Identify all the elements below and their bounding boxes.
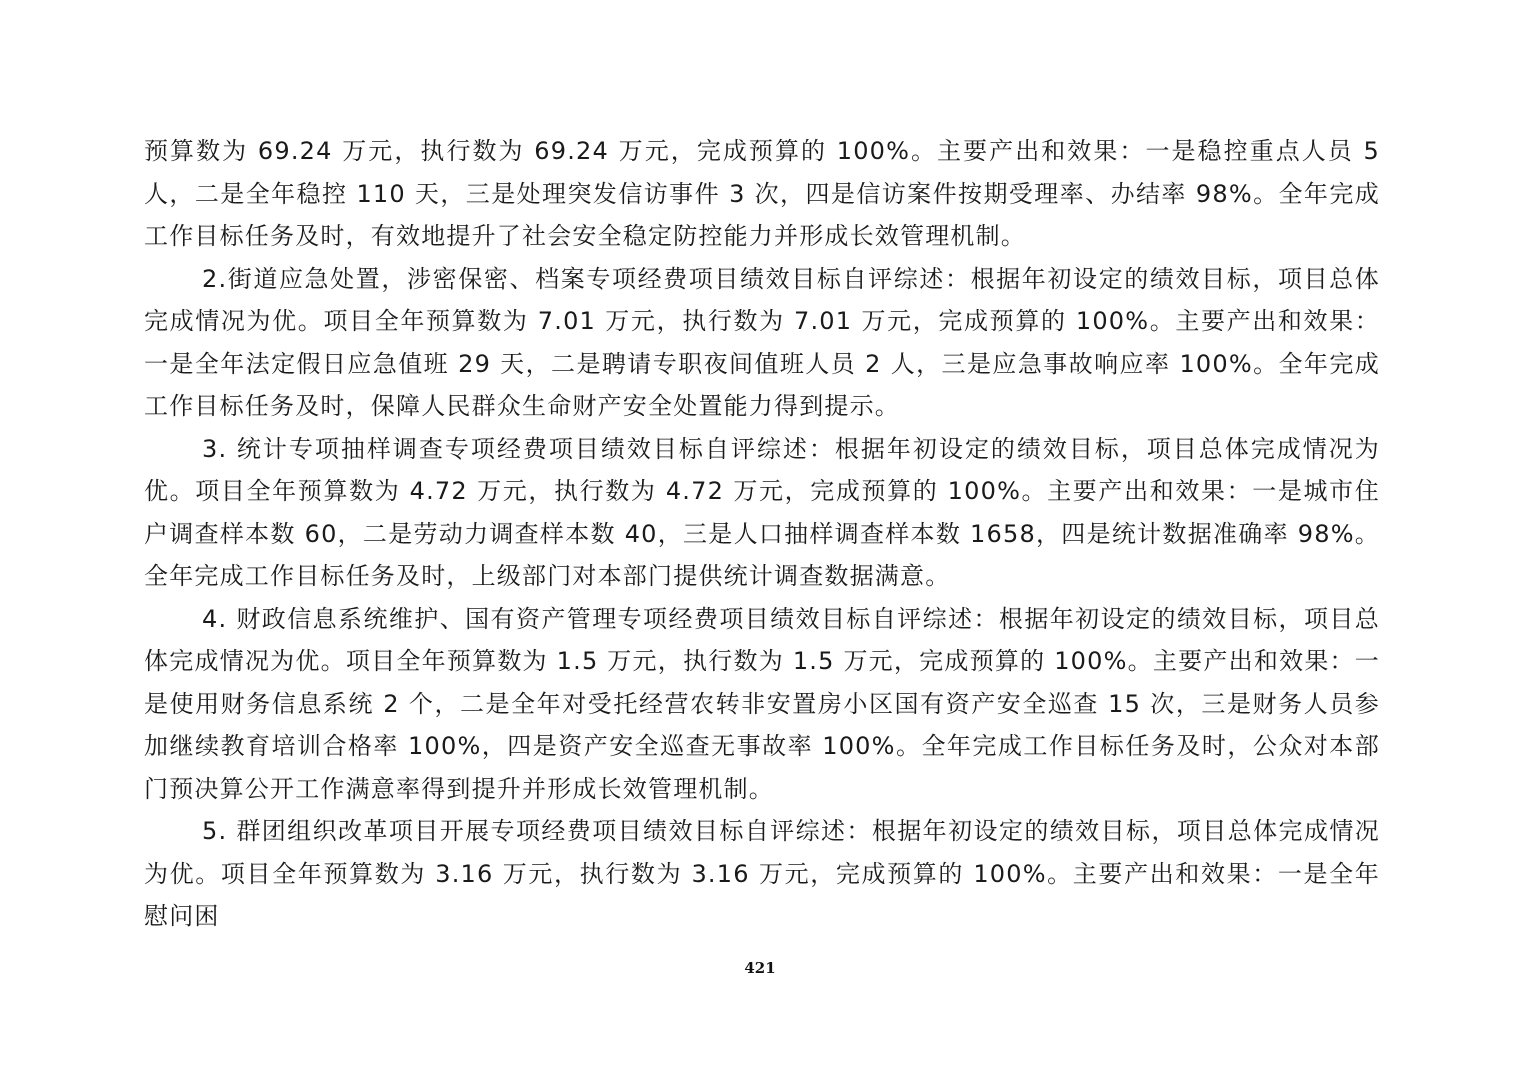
paragraph-5: 5. 群团组织改革项目开展专项经费项目绩效目标自评综述：根据年初设定的绩效目标，项目总体完成情况为优。项目全年预算数为 3.16 万元，执行数为 3.16 万元，完成预算的 100%。主要产出和效果：一是全年慰问困 (144, 817, 1380, 930)
document-body (144, 130, 1380, 938)
paragraph-4: 4. 财政信息系统维护、国有资产管理专项经费项目绩效目标自评综述：根据年初设定的绩效目标，项目总体完成情况为优。项目全年预算数为 1.5 万元，执行数为 1.5 万元，完成预算的 100%。主要产出和效果：一是使用财务信息系统 2 个，二是全年对受托经营农转非安置房小区国有资产安全巡查 15 次，三是财务人员参加继续教育培训合格率 100%，四是资产安全巡查无事故率 100%。全年完成工作目标任务及时，公众对本部门预决算公开工作满意率得到提升并形成长效管理机制。 (144, 604, 1380, 803)
paragraph-1: 预算数为 69.24 万元，执行数为 69.24 万元，完成预算的 100%。主要产出和效果：一是稳控重点人员 5 人，二是全年稳控 110 天，三是处理突发信访事件 3 次，四是信访案件按期受理率、办结率 98%。全年完成工作目标任务及时，有效地提升了社会安全稳定防控能力并形成长效管理机制。 (144, 137, 1380, 250)
paragraph-2: 2.街道应急处置，涉密保密、档案专项经费项目绩效目标自评综述：根据年初设定的绩效目标，项目总体完成情况为优。项目全年预算数为 7.01 万元，执行数为 7.01 万元，完成预算的 100%。主要产出和效果：一是全年法定假日应急值班 29 天，二是聘请专职夜间值班人员 2 人，三是应急事故响应率 100%。全年完成工作目标任务及时，保障人民群众生命财产安全处置能力得到提示。 (144, 264, 1380, 420)
paragraph-3: 3. 统计专项抽样调查专项经费项目绩效目标自评综述：根据年初设定的绩效目标，项目总体完成情况为优。项目全年预算数为 4.72 万元，执行数为 4.72 万元，完成预算的 100%。主要产出和效果：一是城市住户调查样本数 60，二是劳动力调查样本数 40，三是人口抽样调查样本数 1658，四是统计数据准确率 98%。全年完成工作目标任务及时，上级部门对本部门提供统计调查数据满意。 (144, 434, 1380, 590)
page-number: 421 (744, 959, 776, 977)
